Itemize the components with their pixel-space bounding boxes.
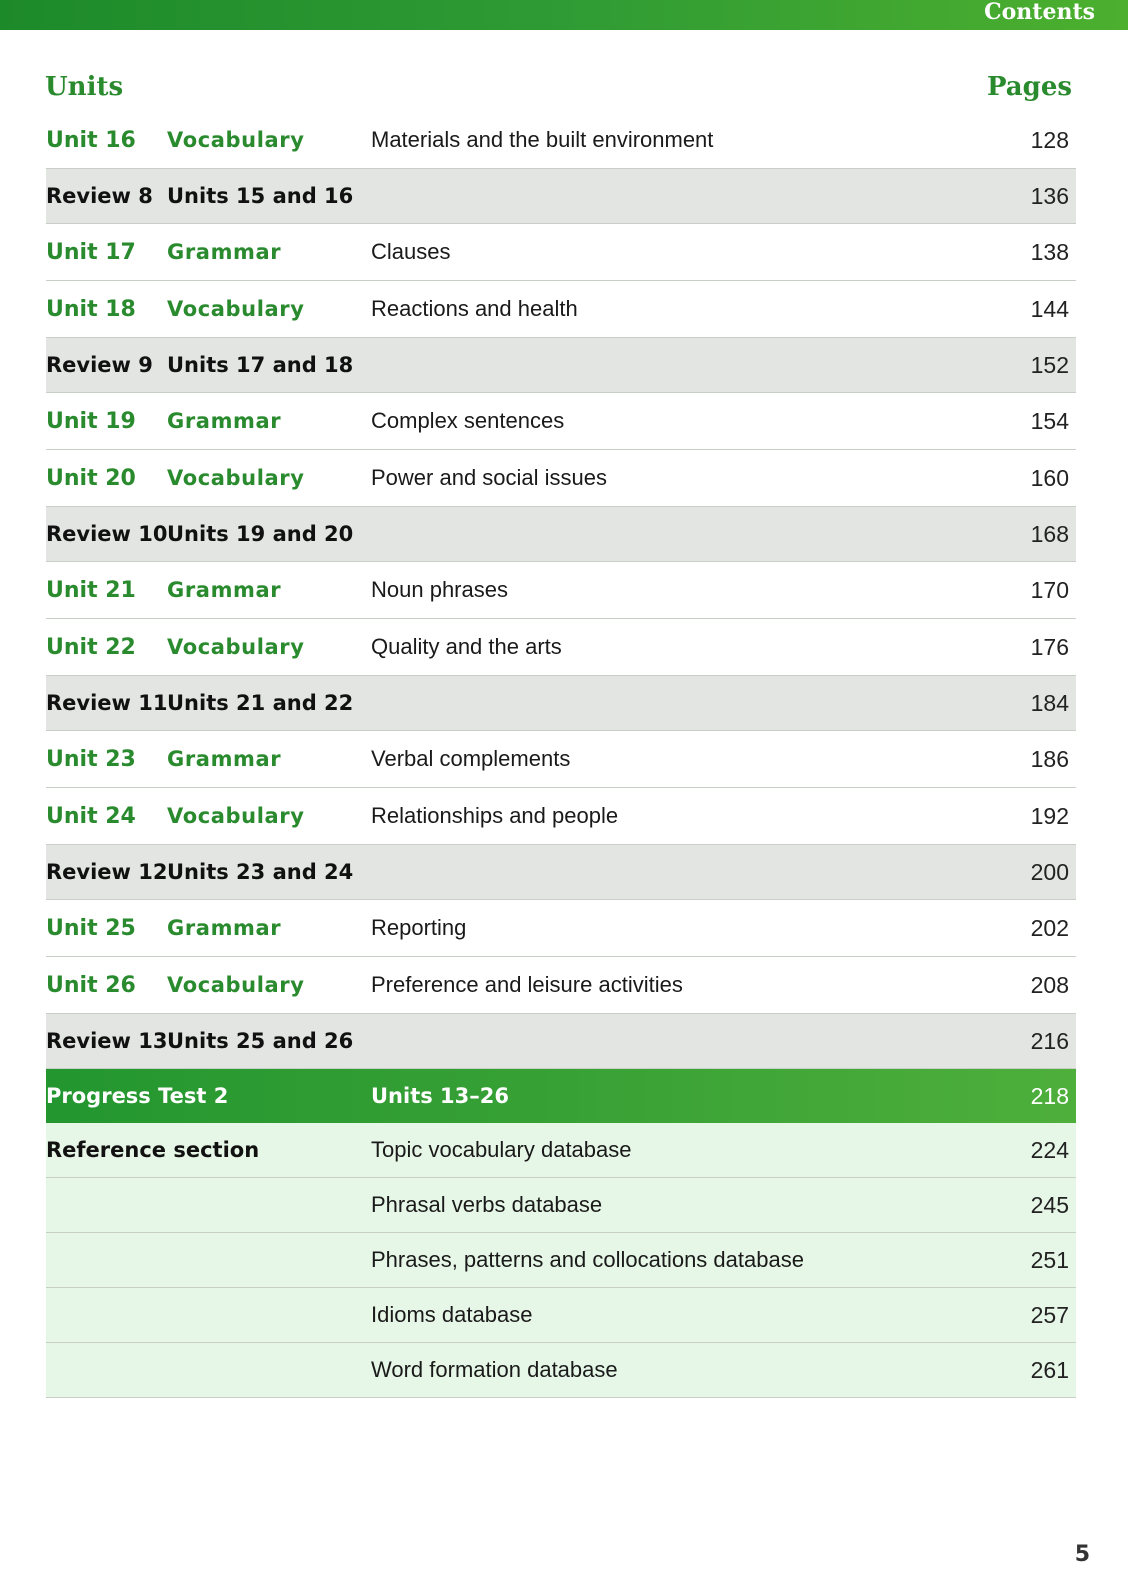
review-label: Review 12: [46, 860, 168, 884]
unit-type: Grammar: [167, 916, 282, 940]
unit-label: Unit 22: [46, 634, 136, 660]
page-number: 154: [1030, 407, 1069, 434]
page-number: 160: [1030, 464, 1069, 491]
unit-type: Grammar: [167, 409, 282, 433]
review-label: Review 8: [46, 184, 153, 208]
page-number: 184: [1030, 689, 1069, 716]
unit-type: Vocabulary: [167, 466, 305, 490]
toc-row-reference-topic-vocabulary[interactable]: [46, 1123, 1076, 1178]
page-number: 218: [1030, 1082, 1069, 1109]
unit-type: Vocabulary: [167, 128, 305, 152]
review-label: Review 13: [46, 1029, 168, 1053]
unit-label: Unit 20: [46, 465, 136, 491]
reference-topic: Idioms database: [371, 1302, 533, 1327]
unit-type: Vocabulary: [167, 973, 305, 997]
page-number: 202: [1030, 914, 1069, 941]
toc-row-unit-25[interactable]: [46, 900, 1076, 957]
reference-topic: Topic vocabulary database: [371, 1137, 632, 1162]
page-number: 128: [1030, 126, 1069, 153]
page-number: 144: [1030, 295, 1069, 322]
unit-topic: Verbal complements: [371, 746, 571, 771]
toc-row-review-10[interactable]: [46, 507, 1076, 562]
unit-topic: Clauses: [371, 239, 451, 264]
unit-topic: Quality and the arts: [371, 634, 562, 659]
unit-label: Unit 24: [46, 803, 136, 829]
toc-row-review-8[interactable]: [46, 169, 1076, 224]
toc-row-review-12[interactable]: [46, 845, 1076, 900]
unit-topic: Relationships and people: [371, 803, 619, 828]
page-number: 200: [1030, 858, 1069, 885]
pages-heading: Pages: [986, 72, 1072, 102]
review-units: Units 21 and 22: [167, 691, 354, 715]
unit-topic: Materials and the built environment: [371, 127, 714, 152]
unit-label: Unit 18: [46, 296, 136, 322]
header-title: Contents: [984, 0, 1095, 25]
unit-topic: Complex sentences: [371, 408, 565, 433]
unit-label: Unit 23: [46, 746, 136, 772]
unit-topic: Reporting: [371, 915, 467, 940]
review-units: Units 23 and 24: [167, 860, 354, 884]
reference-section-label: Reference section: [46, 1138, 260, 1162]
unit-type: Vocabulary: [167, 804, 305, 828]
toc-row-review-13[interactable]: [46, 1014, 1076, 1069]
unit-label: Unit 25: [46, 915, 136, 941]
units-heading: Units: [45, 72, 124, 102]
reference-topic: Word formation database: [371, 1357, 618, 1382]
page-number: 245: [1030, 1191, 1069, 1218]
page-number: 136: [1030, 182, 1069, 209]
toc-row-progress-test[interactable]: [46, 1069, 1076, 1123]
contents-table: [46, 112, 1076, 1398]
toc-row-unit-20[interactable]: [46, 450, 1076, 507]
unit-type: Grammar: [167, 747, 282, 771]
reference-topic: Phrases, patterns and collocations database: [371, 1247, 804, 1272]
unit-topic: Noun phrases: [371, 577, 508, 602]
unit-type: Grammar: [167, 240, 282, 264]
review-label: Review 10: [46, 522, 168, 546]
progress-test-units: Units 13–26: [371, 1084, 509, 1108]
unit-label: Unit 16: [46, 127, 136, 153]
toc-row-unit-26[interactable]: [46, 957, 1076, 1014]
unit-topic: Preference and leisure activities: [371, 972, 683, 997]
toc-row-unit-17[interactable]: [46, 224, 1076, 281]
review-units: Units 17 and 18: [167, 353, 354, 377]
unit-label: Unit 17: [46, 239, 136, 265]
review-units: Units 19 and 20: [167, 522, 354, 546]
toc-row-reference-word-formation[interactable]: [46, 1343, 1076, 1398]
page-number: 138: [1030, 238, 1069, 265]
page-number: 216: [1030, 1027, 1069, 1054]
toc-row-reference-phrases[interactable]: [46, 1233, 1076, 1288]
unit-label: Unit 19: [46, 408, 136, 434]
header-bar: [0, 0, 1128, 30]
unit-label: Unit 26: [46, 972, 136, 998]
toc-row-unit-23[interactable]: [46, 731, 1076, 788]
toc-row-review-9[interactable]: [46, 338, 1076, 393]
page-number: 176: [1030, 633, 1069, 660]
page-number: 186: [1030, 745, 1069, 772]
unit-label: Unit 21: [46, 577, 136, 603]
toc-row-unit-18[interactable]: [46, 281, 1076, 338]
toc-row-unit-19[interactable]: [46, 393, 1076, 450]
toc-row-unit-21[interactable]: [46, 562, 1076, 619]
page-number: 170: [1030, 576, 1069, 603]
unit-type: Vocabulary: [167, 635, 305, 659]
progress-test-label: Progress Test 2: [46, 1084, 229, 1108]
reference-topic: Phrasal verbs database: [371, 1192, 603, 1217]
review-units: Units 25 and 26: [167, 1029, 354, 1053]
page-number: 261: [1030, 1356, 1069, 1383]
toc-row-review-11[interactable]: [46, 676, 1076, 731]
page-number: 168: [1030, 520, 1069, 547]
toc-row-unit-24[interactable]: [46, 788, 1076, 845]
page-number: 257: [1030, 1301, 1069, 1328]
page-number: 192: [1030, 802, 1069, 829]
toc-row-reference-phrasal-verbs[interactable]: [46, 1178, 1076, 1233]
page-number: 224: [1030, 1136, 1069, 1163]
page-number: 251: [1030, 1246, 1069, 1273]
unit-topic: Power and social issues: [371, 465, 608, 490]
page-number: 208: [1030, 971, 1069, 998]
review-label: Review 11: [46, 691, 168, 715]
review-label: Review 9: [46, 353, 153, 377]
page-number-footer: 5: [1074, 1542, 1090, 1567]
page-number: 152: [1030, 351, 1069, 378]
unit-topic: Reactions and health: [371, 296, 578, 321]
toc-row-unit-22[interactable]: [46, 619, 1076, 676]
review-units: Units 15 and 16: [167, 184, 354, 208]
unit-type: Vocabulary: [167, 297, 305, 321]
toc-row-unit-16[interactable]: [46, 112, 1076, 169]
unit-type: Grammar: [167, 578, 282, 602]
toc-row-reference-idioms[interactable]: [46, 1288, 1076, 1343]
